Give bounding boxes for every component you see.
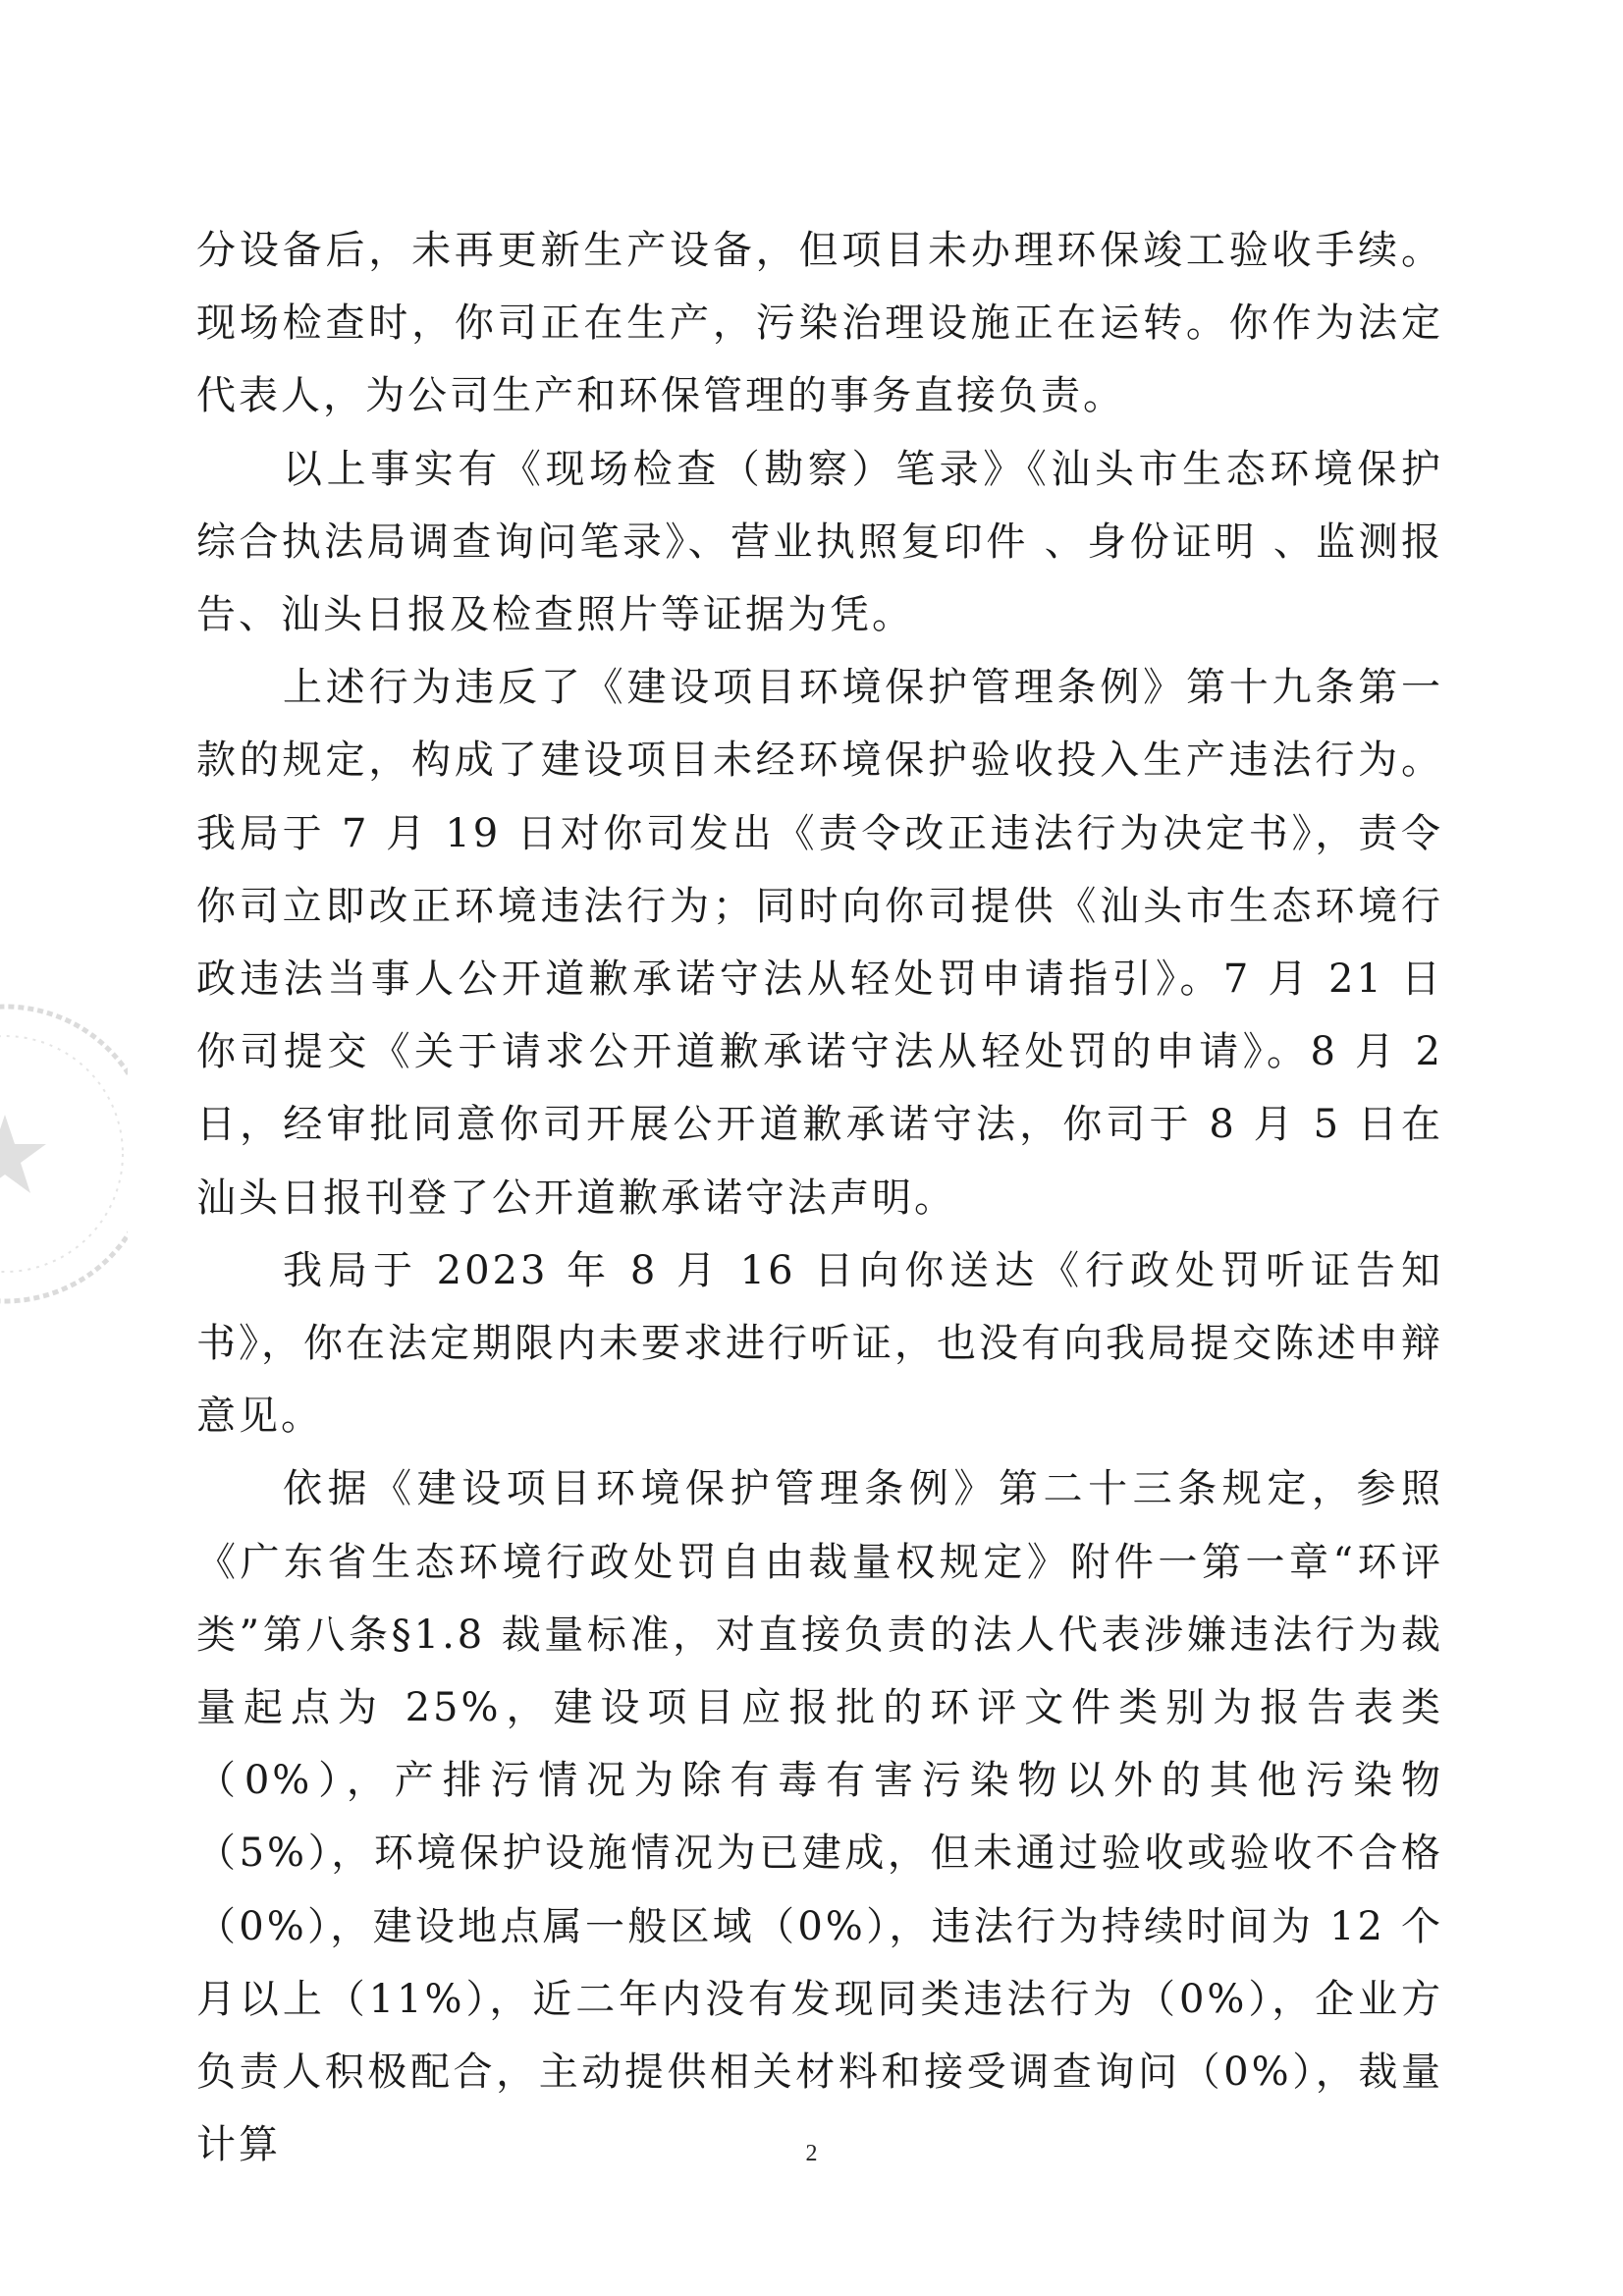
paragraph-continued: 分设备后，未再更新生产设备，但项目未办理环保竣工验收手续。现场检查时，你司正在生产，污染治理设施正在运转。你作为法定代表人，为公司生产和环保管理的事务直接负责。 xyxy=(196,228,1443,419)
paragraph-hearing-notice: 我局于 2023 年 8 月 16 日向你送达《行政处罚听证告知书》，你在法定期限内未要求进行听证，也没有向我局提交陈述申辩意见。 xyxy=(196,1247,1443,1440)
paragraph-evidence: 以上事实有《现场检查（勘察）笔录》《汕头市生态环境保护综合执法局调查询问笔录》、营业执照复印件 、身份证明 、监测报告、汕头日报及检查照片等证据为凭。 xyxy=(196,446,1443,638)
paragraph-penalty-basis: 依据《建设项目环境保护管理条例》第二十三条规定，参照《广东省生态环境行政处罚自由裁量权规定》附件一第一章“环评类”第八条§1.8 裁量标准，对直接负责的法人代表涉嫌违法行为裁量起点为 25%，建设项目应报批的环评文件类别为报告表类（0%），产排污情况为除有毒有害污染物以外的其他污染物（5%），环境保护设施情况为已建成，但未通过验收或验收不合格（0%），建设地点属一般区域（0%），违法行为持续时间为 12 个月以上（11%），近二年内没有发现同类违法行为（0%），企业方负责人积极配合，主动提供相关材料和接受调查询问（0%），裁量计算 xyxy=(196,1466,1443,2168)
page-number: 2 xyxy=(805,2141,818,2166)
body-text xyxy=(196,214,1443,2181)
paragraph-violation: 上述行为违反了《建设项目环境保护管理条例》第十九条第一款的规定，构成了建设项目未经环境保护验收投入生产违法行为。我局于 7 月 19 日对你司发出《责令改正违法行为决定书》，责令你司立即改正环境违法行为；同时向你司提供《汕头市生态环境行政违法当事人公开道歉承诺守法从轻处罚申请指引》。7 月 21 日你司提交《关于请求公开道歉承诺守法从轻处罚的申请》。8 月 2 日，经审批同意你司开展公开道歉承诺守法，你司于 8 月 5 日在汕头日报刊登了公开道歉承诺守法声明。 xyxy=(196,665,1443,1221)
seal-stamp-icon xyxy=(0,992,128,1316)
